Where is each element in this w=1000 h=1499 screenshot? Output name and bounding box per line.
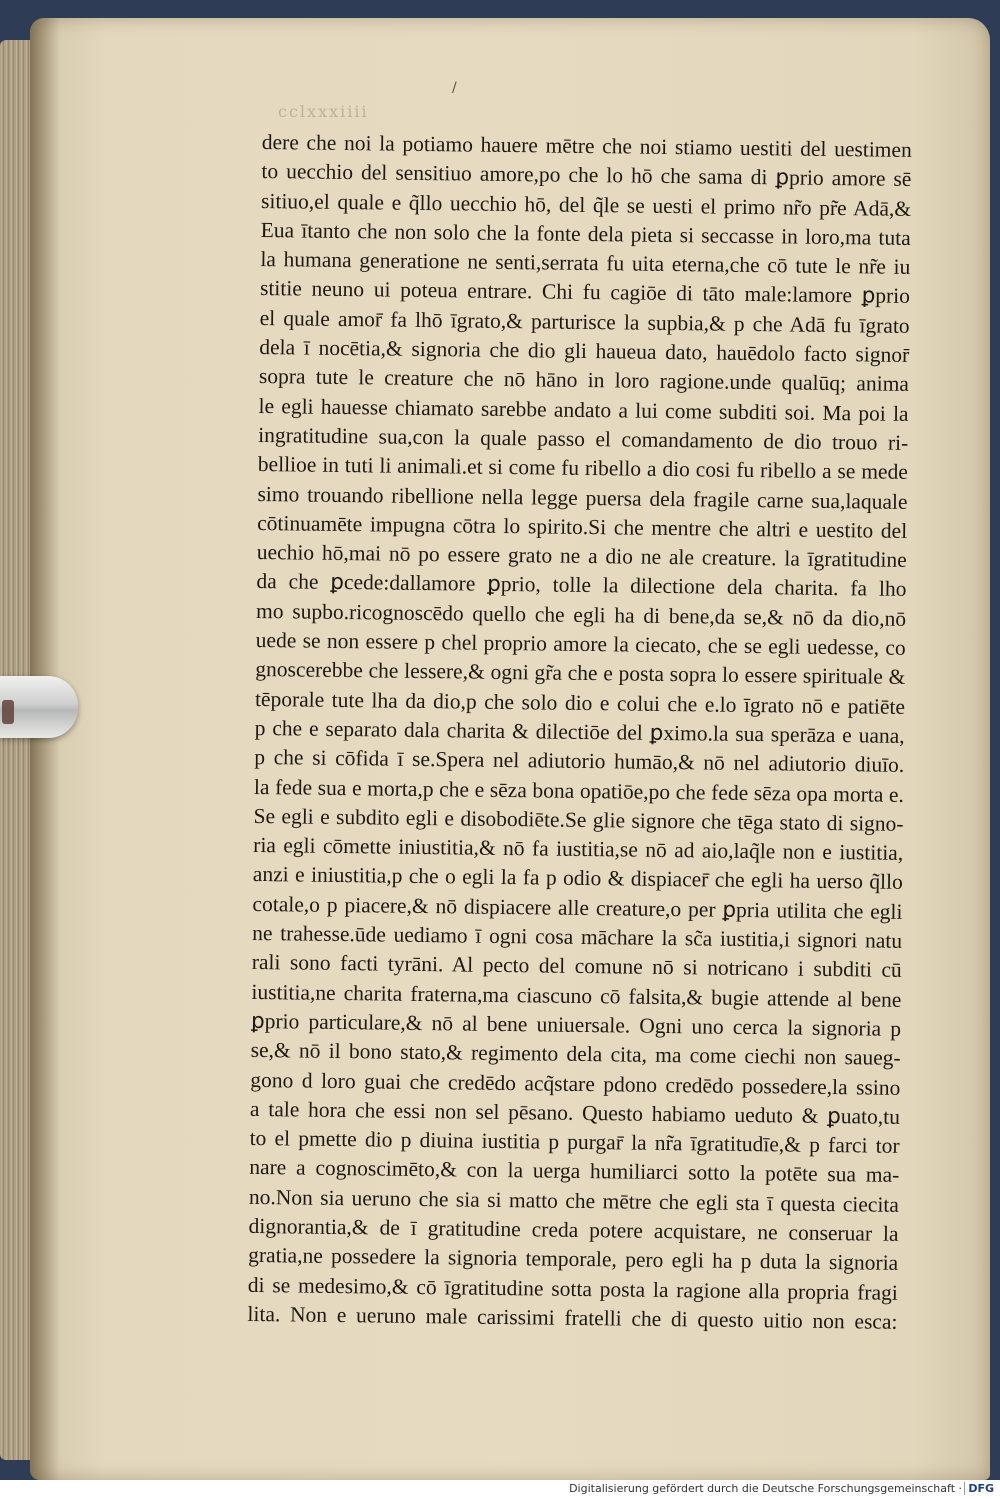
text-line: da che ꝑcede:dallamore ꝑprio, tolle la dilectione dela charita. fa lho <box>256 569 907 602</box>
text-line: le egli hauesse chiamato sarebbe andato a lui come subditi soi. Ma poi la <box>258 393 909 426</box>
text-line: uede se non essere p chel proprio amore la ciecato, che se egli uedesse, co <box>255 628 906 660</box>
text-line: la fede sua e morta,p che e sēza bona opatiōe,po che fede sēza opa morta e. <box>253 774 905 807</box>
page-text <box>247 128 912 1337</box>
text-line: ingratitudine sua,con la quale passo el comandamento de dio trouo ri- <box>258 422 909 455</box>
text-line: dela ī nocētia,& signoria che dio gli haueua dato, hauēdolo facto signor̄ <box>259 335 910 368</box>
text-line: anzi e iniustitia,p che o egli la fa p odio & dispiacer̄ che egli ha uerso q̃llo <box>252 862 903 895</box>
text-line: gratia,ne possedere la signoria temporale, pero egli ha p duta la signoria <box>248 1243 899 1276</box>
text-line: dere che noi la potiamo hauere mētre che noi stiamo uestiti del uestimen <box>261 129 912 162</box>
text-line: gono d loro guai che credēdo acq̃stare pdono credēdo possedere,la ssino <box>250 1067 901 1100</box>
gutter-shadow <box>30 18 60 1480</box>
folio-number: cclxxxiiii <box>278 102 369 121</box>
text-line: rali sono facti tyrāni. Al pecto del comune nō si notricano i subditi cū <box>251 950 902 983</box>
text-line: a tale hora che essi non sel pēsano. Questo habiamo ueduto & ꝑuato,tu <box>249 1096 901 1129</box>
text-line: di se medesimo,& cō īgratitudine sotta posta la ragione alla propria fragi <box>247 1272 898 1305</box>
text-line: la humana generatione ne senti,serrata fu uita eterna,che cō tute le nr̃e iu <box>260 247 911 280</box>
text-line: se,& nō il bono stato,& regimento dela cita, ma come ciechi non saueg- <box>250 1038 901 1071</box>
text-line: to el pmette dio p diuina iustitia p purgar̄ la nr̃a īgratitudīe,& p farci tor <box>249 1126 900 1158</box>
text-line: tēporale tute lha da dio,p che solo dio e colui che e.lo īgrato nō e patiēte <box>254 686 906 719</box>
text-line: lita. Non e ueruno male carissimi fratelli che di questo uitio non esca: <box>247 1301 898 1334</box>
text-line: iustitia,ne charita fraterna,ma ciascuno cō falsita,& bugie attende al bene <box>251 979 902 1012</box>
text-line: cōtinuamēte impugna cōtra lo spirito.Si che mentre che altri e uestito del <box>257 510 908 543</box>
text-line: simo trouando ribellione nella legge puersa dela fragile carne sua,laquale <box>257 481 908 514</box>
text-line: dignorantia,& de ī gratitudine creda potere acquistare, ne conseruar la <box>248 1213 899 1246</box>
text-line: cotale,o p piacere,& nō dispiacere alle creature,o per ꝑpria utilita che egli <box>252 891 903 924</box>
text-line: Eua ītanto che non solo che la fonte dela pieta si seccasse in loro,ma tuta <box>260 217 911 250</box>
text-line: sopra tute le creature che nō hāno in loro ragione.unde qualūq; anima <box>258 364 910 397</box>
text-line: gnoscerebbe che lessere,& ogni gr̃a che e posta sopra lo essere spirituale & <box>255 657 906 690</box>
text-line: ne trahesse.ūde uediamo ī ogni cosa māchare la sc̃a iustitia,i signori natu <box>252 920 903 953</box>
clip-mark <box>2 700 14 724</box>
footer-credit: Digitalisierung gefördert durch die Deutsche Forschungsgemeinschaft · <box>569 1482 962 1495</box>
text-line: p che e separato dala charita & dilectiōe del ꝑximo.la sua sperāza e uana, <box>254 715 905 748</box>
text-line: stitie neuno ui poteua entrare. Chi fu cagiōe di tāto male:lamore ꝑprio <box>259 276 911 309</box>
text-line: nare a cognoscimēto,& con la uerga humiliarci sotto la potēte sua ma- <box>249 1155 900 1188</box>
text-line: Se egli e subdito egli e disobodiēte.Se glie signore che tēga stato di signo- <box>253 803 904 836</box>
text-line: p che si cōfida ī se.Spera nel adiutorio humāo,& nō nel adiutorio diuīo. <box>254 745 905 778</box>
text-line: ꝑprio particulare,& nō al bene uniuersale. Ogni uno cerca la signoria p <box>250 1008 902 1041</box>
page-mark: / <box>452 80 457 96</box>
text-line: no.Non sia ueruno che sia si matto che mētre che egli sta ī questa ciecita <box>248 1184 900 1217</box>
text-line: sitiuo,el quale e q̃llo uecchio hō, del q̃le se uesti el primo nr̃o pr̃e Adā,& <box>260 188 912 221</box>
text-line: uechio hō,mai nō po essere grato ne a dio ne ale creature. la īgratitudine <box>256 540 907 573</box>
text-line: mo supbo.ricognoscēdo quello che egli ha di bene,da se,& nō da dio,nō <box>255 598 907 631</box>
text-line: el quale amor̄ fa lhō īgrato,& parturisce la supbia,& p che Adā fu īgrato <box>259 305 910 338</box>
dfg-logo: DFG <box>964 1482 994 1495</box>
text-line: bellioe in tuti li animali.et si come fu ribello a dio cosi fu ribello a se mede <box>257 452 908 485</box>
text-line: to uecchio del sensitiuo amore,po che lo hō che sama di ꝑprio amore sē <box>261 159 912 192</box>
text-line: ria egli cōmette iniustitia,& nō fa iustitia,se nō ad aio,laq̃le non e iustitia, <box>253 833 904 866</box>
